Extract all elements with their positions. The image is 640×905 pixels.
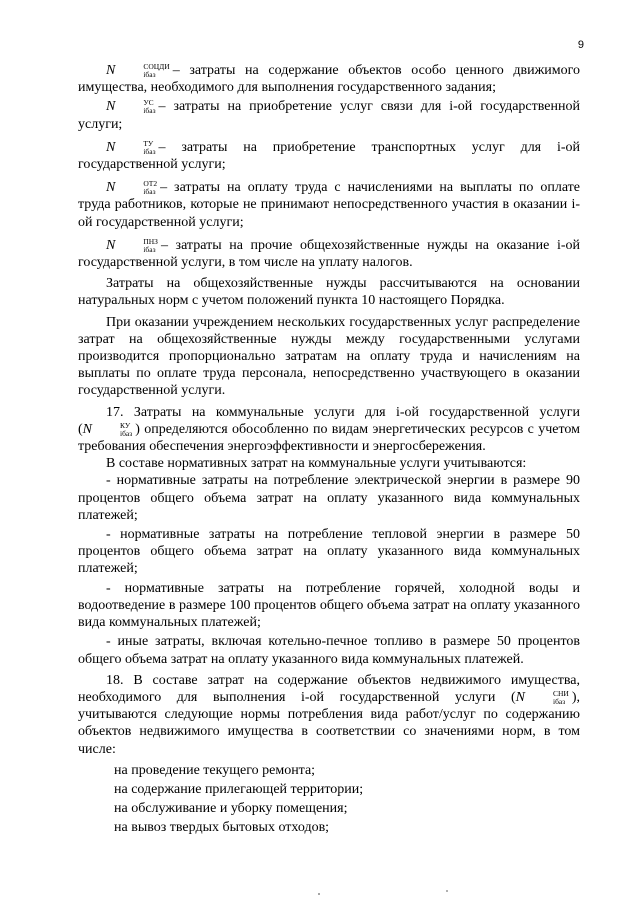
- formula-symbol: N УС iбаз: [106, 98, 156, 116]
- list-item: на содержание прилегающей территории;: [114, 781, 364, 797]
- formula-symbol: N ТУ iбаз: [106, 138, 156, 156]
- list-item: на обслуживание и уборку помещения;: [114, 801, 348, 817]
- scan-speck: [446, 890, 448, 892]
- formula-symbol: N КУ iбаз: [82, 420, 133, 438]
- utilities-item: - нормативные затраты на потребление тепловой энергии в размере 50 процентов общего объема затрат на оплату указанного вида коммунальных платежей;: [78, 527, 580, 577]
- utilities-item: - иные затраты, включая котельно-печное топливо в размере 50 процентов общего объема затрат на оплату указанного вида коммунальных платежей.: [78, 634, 580, 667]
- page-content: [78, 62, 580, 837]
- page-number: 9: [577, 39, 584, 51]
- paragraph-general-needs: Затраты на общехозяйственные нужды рассчитываются на основании натуральных норм с учетом положений пункта 10 настоящего Порядка.: [78, 276, 580, 309]
- definition-text: – затраты на содержание объектов особо ценного движимого имущества, необходимого для выполнения государственного задания;: [78, 63, 580, 96]
- list-item: на проведение текущего ремонта;: [114, 762, 316, 778]
- definition-item: [78, 237, 580, 271]
- formula-symbol: N СНИ iбаз: [515, 688, 569, 706]
- utilities-item: - нормативные затраты на потребление электрической энергии в размере 90 процентов общего объема затрат на оплату указанного вида коммунальных платежей;: [78, 473, 580, 523]
- definition-item: [78, 139, 580, 173]
- formula-symbol: N СОЦДИ iбаз: [106, 62, 170, 79]
- definition-text: – затраты на оплату труда с начислениями на выплаты по оплате труда работников, которые не принимают непосредственного участия в оказании i-ой государственной услуги;: [78, 180, 580, 230]
- section-18: 18. В составе затрат на содержание объектов недвижимого имущества, необходимого для выполнения i-ой государственной услуги (N СНИ iбаз ), учитываются следующие нормы потребления вида работ/услуг по содержанию объектов недвижимого имущества в соответствии со значениями норм, в том числе:: [78, 672, 580, 757]
- utilities-intro: В составе нормативных затрат на коммунальные услуги учитываются:: [106, 456, 527, 472]
- list-item: на вывоз твердых бытовых отходов;: [114, 820, 330, 836]
- formula-symbol: N ОТ2 iбаз: [106, 179, 158, 197]
- scan-speck: [318, 893, 320, 895]
- definition-item: [78, 98, 580, 132]
- definition-item: [78, 62, 580, 96]
- utilities-item: - нормативные затраты на потребление горячей, холодной воды и водоотведение в размере 100 процентов общего объема затрат на оплату указанного вида коммунальных платежей;: [78, 580, 580, 631]
- formula-symbol: N ПНЗ iбаз: [106, 236, 158, 254]
- definition-item: [78, 179, 580, 231]
- definition-text: – затраты на прочие общехозяйственные нужды на оказание i-ой государственной услуги, в том числе на уплату налогов.: [78, 237, 580, 271]
- definition-text: – затраты на приобретение услуг связи для i-ой государственной услуги;: [78, 99, 580, 132]
- paragraph-several-services: При оказании учреждением нескольких государственных услуг распределение затрат на общехозяйственные нужды между государственными услугами производится пропорционально затратам на оплату труда и начислениям на выплаты по оплате труда персонала, непосредственно участвующего в оказании государственной услуги.: [78, 314, 580, 399]
- definition-text: – затраты на приобретение транспортных услуг для i-ой государственной услуги;: [78, 139, 580, 173]
- section-17: 17. Затраты на коммунальные услуги для i-ой государственной услуги (N КУ iбаз ) определяются обособленно по видам энергетических ресурсов с учетом требования обеспечения энергоэффективности и энергосбережения.: [78, 404, 580, 455]
